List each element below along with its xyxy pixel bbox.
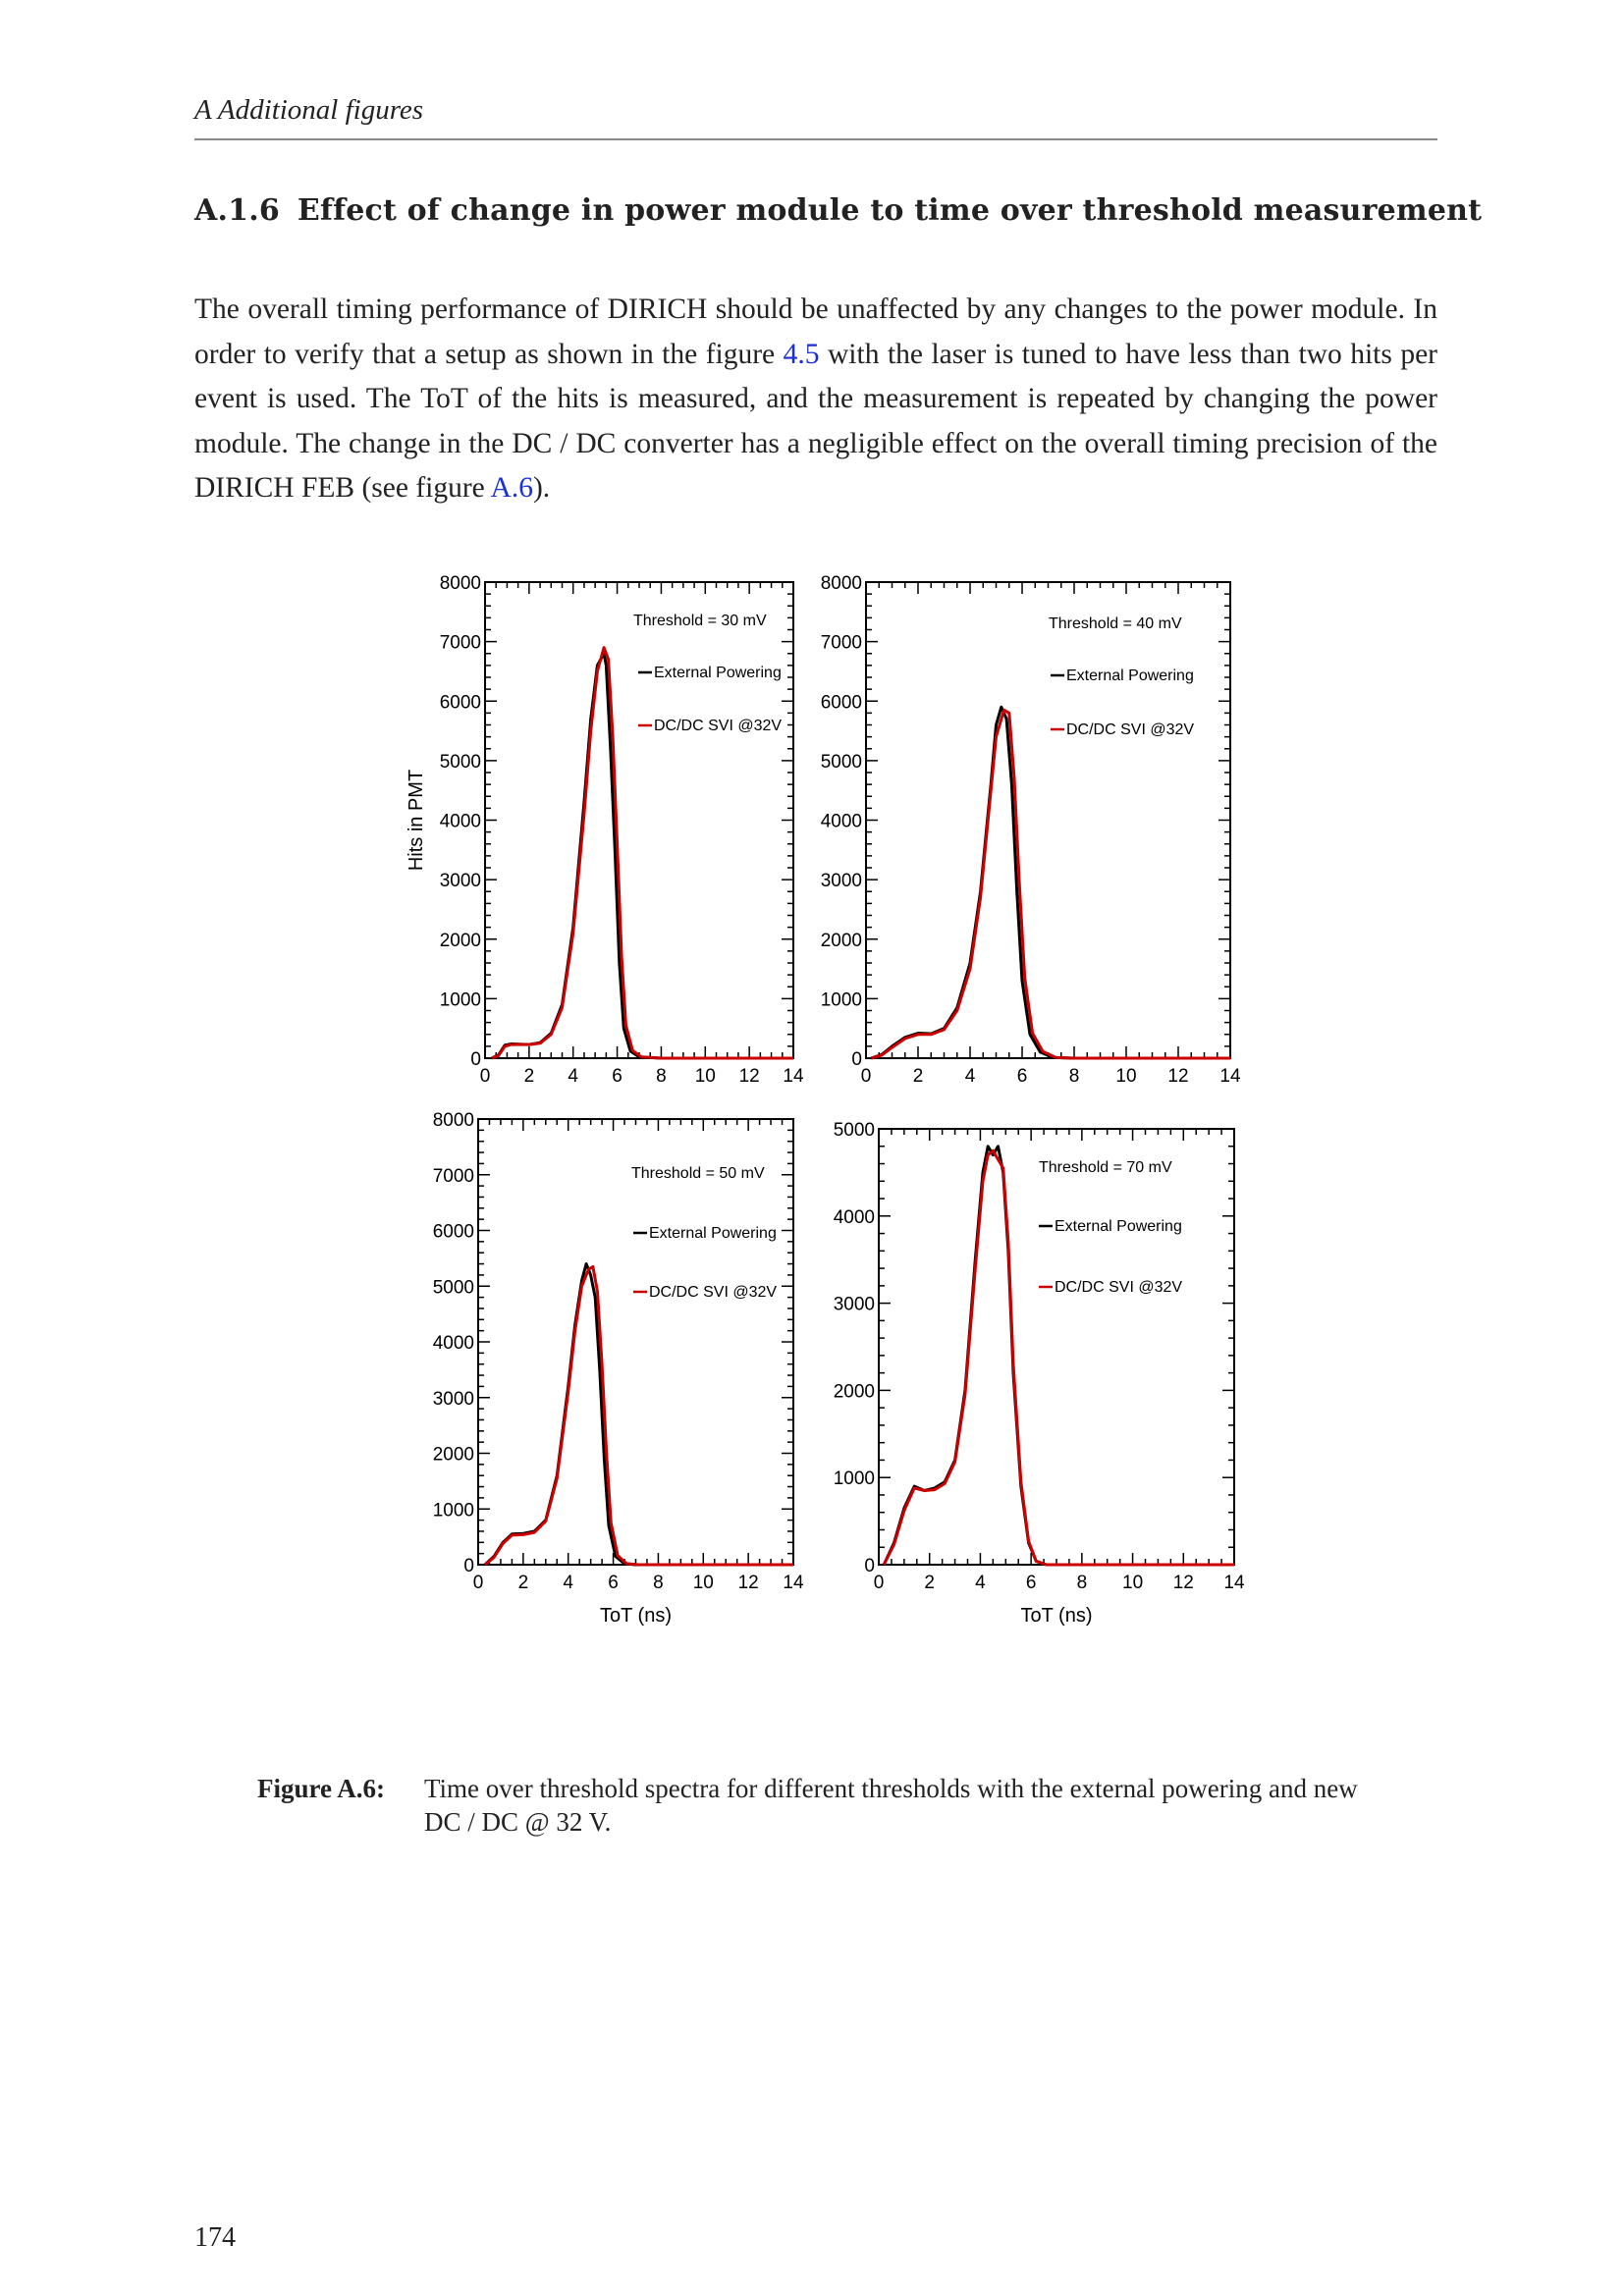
y-tick-label: 6000 xyxy=(439,692,481,714)
series-line xyxy=(884,1150,1234,1565)
figure-reference-link[interactable]: A.6 xyxy=(490,472,533,505)
y-tick-label: 1000 xyxy=(439,989,481,1011)
chart-panel xyxy=(821,573,1241,1087)
x-tick-label: 0 xyxy=(860,1066,872,1087)
plot-frame xyxy=(478,1119,793,1565)
x-tick-label: 4 xyxy=(568,1066,579,1087)
x-tick-label: 8 xyxy=(653,1573,664,1593)
chart-panel xyxy=(406,573,804,1087)
x-tick-label: 10 xyxy=(692,1573,714,1593)
y-tick-label: 5000 xyxy=(432,1277,474,1299)
figure-reference-link[interactable]: 4.5 xyxy=(783,338,820,370)
x-tick-label: 10 xyxy=(694,1066,716,1087)
x-tick-label: 0 xyxy=(873,1573,885,1593)
page-number: 174 xyxy=(194,2222,236,2253)
legend-label: DC/DC SVI @32V xyxy=(654,718,783,734)
body-paragraph xyxy=(194,288,1437,511)
x-tick-label: 0 xyxy=(472,1573,484,1593)
y-tick-label: 0 xyxy=(864,1556,875,1576)
figure-caption xyxy=(257,1772,1386,1839)
y-tick-label: 5000 xyxy=(833,1120,875,1141)
plot-frame xyxy=(485,582,793,1058)
x-tick-label: 4 xyxy=(563,1573,574,1593)
x-tick-label: 0 xyxy=(479,1066,491,1087)
x-tick-label: 8 xyxy=(656,1066,667,1087)
x-axis-title: ToT (ns) xyxy=(600,1605,672,1627)
series-line xyxy=(871,707,1230,1058)
x-tick-label: 10 xyxy=(1115,1066,1137,1087)
x-tick-label: 6 xyxy=(1016,1066,1028,1087)
y-tick-label: 2000 xyxy=(432,1444,474,1466)
legend-label: External Powering xyxy=(654,665,782,681)
y-tick-label: 4000 xyxy=(820,811,862,832)
y-tick-label: 8000 xyxy=(432,1110,474,1131)
panel-title: Threshold = 70 mV xyxy=(1039,1159,1172,1176)
y-tick-label: 7000 xyxy=(820,632,862,654)
series-line xyxy=(485,1266,793,1565)
x-tick-label: 8 xyxy=(1068,1066,1080,1087)
chart-panel xyxy=(433,1110,804,1627)
x-tick-label: 12 xyxy=(738,1066,760,1087)
y-tick-label: 2000 xyxy=(820,930,862,951)
chart-panel xyxy=(834,1120,1245,1627)
y-tick-label: 5000 xyxy=(820,751,862,773)
y-tick-label: 3000 xyxy=(439,871,481,892)
y-tick-label: 7000 xyxy=(432,1165,474,1187)
y-tick-label: 3000 xyxy=(432,1388,474,1410)
y-tick-label: 2000 xyxy=(833,1381,875,1403)
y-tick-label: 6000 xyxy=(432,1221,474,1243)
panel-title: Threshold = 40 mV xyxy=(1049,615,1182,632)
y-tick-label: 4000 xyxy=(439,811,481,832)
x-tick-label: 12 xyxy=(1167,1066,1189,1087)
section-heading xyxy=(194,193,1483,228)
x-tick-label: 2 xyxy=(912,1066,924,1087)
x-tick-label: 6 xyxy=(608,1573,619,1593)
x-tick-label: 14 xyxy=(1223,1573,1245,1593)
x-tick-label: 4 xyxy=(964,1066,976,1087)
section-number: A.1.6 xyxy=(194,193,280,228)
section-title: Effect of change in power module to time over threshold measurement xyxy=(297,193,1483,228)
y-axis-title: Hits in PMT xyxy=(406,769,427,872)
x-tick-label: 8 xyxy=(1076,1573,1088,1593)
x-tick-label: 2 xyxy=(924,1573,936,1593)
plot-frame xyxy=(866,582,1230,1058)
y-tick-label: 0 xyxy=(851,1049,862,1070)
y-tick-label: 3000 xyxy=(820,871,862,892)
y-tick-label: 1000 xyxy=(432,1500,474,1522)
y-tick-label: 7000 xyxy=(439,632,481,654)
header-rule xyxy=(194,138,1437,140)
legend-label: DC/DC SVI @32V xyxy=(1066,721,1195,738)
x-tick-label: 14 xyxy=(783,1573,804,1593)
legend-label: External Powering xyxy=(649,1225,777,1242)
running-head: A Additional figures xyxy=(194,94,424,126)
x-tick-label: 12 xyxy=(1172,1573,1194,1593)
legend-label: DC/DC SVI @32V xyxy=(649,1284,778,1301)
plot-frame xyxy=(879,1129,1234,1565)
legend-label: DC/DC SVI @32V xyxy=(1055,1279,1183,1296)
panel-title: Threshold = 50 mV xyxy=(631,1165,765,1182)
caption-text: Time over threshold spectra for different thresholds with the external powering and new DC / DC @ 32 V. xyxy=(424,1774,1358,1837)
x-tick-label: 12 xyxy=(737,1573,759,1593)
x-tick-label: 4 xyxy=(975,1573,986,1593)
x-tick-label: 2 xyxy=(523,1066,535,1087)
paragraph-text: with the laser is tuned to have less than two hits per event is used. The ToT of the hits is measured, and the measurement is repeated by changing the power module. The change in the DC / DC converter has a negligible effect on the overall timing precision of the DIRICH FEB (see figure xyxy=(194,338,1437,505)
x-tick-label: 10 xyxy=(1122,1573,1144,1593)
y-tick-label: 4000 xyxy=(833,1206,875,1228)
y-tick-label: 4000 xyxy=(432,1333,474,1354)
y-tick-label: 5000 xyxy=(439,751,481,773)
y-tick-label: 2000 xyxy=(439,930,481,951)
x-tick-label: 2 xyxy=(517,1573,529,1593)
x-tick-label: 6 xyxy=(1025,1573,1037,1593)
y-tick-label: 0 xyxy=(470,1049,481,1070)
y-tick-label: 3000 xyxy=(833,1294,875,1315)
x-axis-title: ToT (ns) xyxy=(1020,1605,1093,1627)
y-tick-label: 0 xyxy=(463,1556,474,1576)
series-line xyxy=(492,648,793,1058)
series-line xyxy=(871,710,1230,1058)
series-line xyxy=(492,654,793,1058)
y-tick-label: 8000 xyxy=(439,573,481,594)
paragraph-text: ). xyxy=(532,472,551,505)
legend-label: External Powering xyxy=(1066,667,1194,684)
y-tick-label: 1000 xyxy=(833,1468,875,1490)
caption-label: Figure A.6: xyxy=(257,1774,385,1803)
paragraph-text: The overall timing performance of DIRICH should be unaffected by any changes to the power module. In order to verify that a setup as shown in the figure xyxy=(194,294,1437,370)
x-tick-label: 14 xyxy=(1219,1066,1241,1087)
x-tick-label: 14 xyxy=(783,1066,804,1087)
series-line xyxy=(485,1264,793,1566)
legend-label: External Powering xyxy=(1055,1218,1182,1235)
y-tick-label: 6000 xyxy=(820,692,862,714)
panel-title: Threshold = 30 mV xyxy=(633,613,767,629)
y-tick-label: 8000 xyxy=(820,573,862,594)
y-tick-label: 1000 xyxy=(820,989,862,1011)
x-tick-label: 6 xyxy=(612,1066,623,1087)
series-line xyxy=(884,1147,1234,1565)
